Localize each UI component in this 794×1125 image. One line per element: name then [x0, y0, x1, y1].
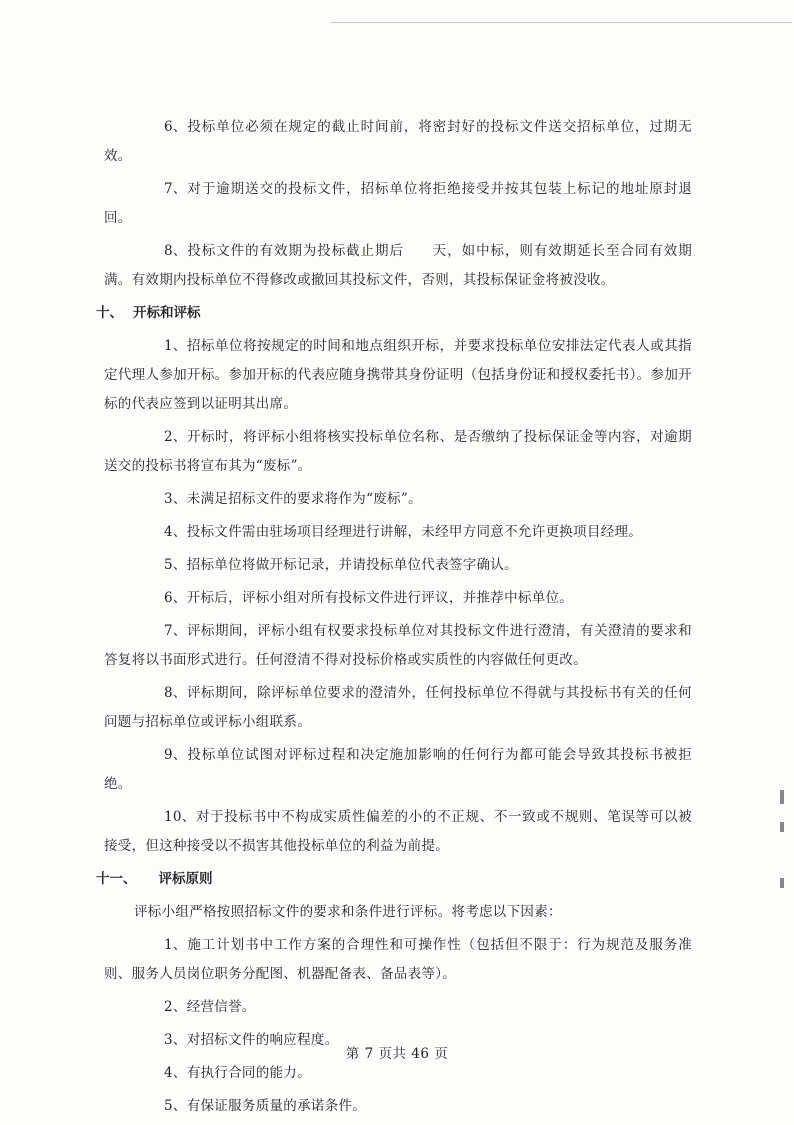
item-text: 经营信誉。 [186, 999, 256, 1015]
scan-edge-mark [780, 878, 784, 888]
item-text: 评标期间，除评标单位要求的澄清外，任何投标单位不得就与其投标书有关的任何问题与招标单位或评标小组联系。 [104, 685, 692, 730]
item-text: 投标单位试图对评标过程和决定施加影响的任何行为都可能会导致其投标书被拒绝。 [104, 747, 692, 792]
item-text: 有保证服务质量的承诺条件。 [186, 1098, 367, 1114]
list-item [104, 551, 692, 580]
scan-top-rule [330, 22, 792, 23]
item-number: 8、 [164, 685, 187, 701]
item-text: 投标文件的有效期为投标截止期后 天，如中标，则有效期延长至合同有效期满。有效期内投标单位不得修改或撤回其投标文件，否则，其投标保证金将被没收。 [104, 243, 692, 288]
item-text: 未满足招标文件的要求将作为“废标”。 [186, 491, 422, 507]
list-item [104, 617, 692, 675]
list-item [104, 679, 692, 737]
list-item [104, 332, 692, 419]
list-item [104, 175, 692, 233]
section-title: 评标原则 [158, 871, 213, 887]
item-text: 投标文件需由驻场项目经理进行讲解，未经甲方同意不允许更换项目经理。 [186, 524, 643, 540]
list-item [104, 423, 692, 481]
item-text: 对于逾期送交的投标文件，招标单位将拒绝接受并按其包装上标记的地址原封退回。 [104, 181, 692, 226]
item-number: 4、 [164, 1065, 187, 1081]
item-text: 对于投标书中不构成实质性偏差的小的不正规、不一致或不规则、笔误等可以被接受，但这种接受以不损害其他投标单位的利益为前提。 [104, 809, 692, 854]
list-item [104, 741, 692, 799]
intro-text: 评标小组严格按照招标文件的要求和条件进行评标。将考虑以下因素： [134, 904, 562, 920]
list-item [104, 584, 692, 613]
item-text: 开标后，评标小组对所有投标文件进行评议，并推荐中标单位。 [186, 590, 574, 606]
item-number: 2、 [164, 999, 187, 1015]
scan-edge-mark [780, 790, 784, 804]
item-text: 开标时，将评标小组将核实投标单位名称、是否缴纳了投标保证金等内容，对逾期送交的投标书将宣布其为“废标”。 [104, 429, 692, 474]
section-heading [96, 865, 692, 894]
list-item [104, 993, 692, 1022]
list-item [104, 1092, 692, 1121]
scan-edge-mark [780, 822, 784, 832]
item-text: 评标期间，评标小组有权要求投标单位对其投标文件进行澄清，有关澄清的要求和答复将以书面形式进行。任何澄清不得对投标价格或实质性的内容做任何更改。 [104, 623, 692, 668]
section-number: 十、 [96, 305, 123, 321]
item-text: 对招标文件的响应程度。 [186, 1032, 339, 1048]
list-item [104, 518, 692, 547]
item-number: 9、 [164, 747, 187, 763]
section-heading [96, 299, 692, 328]
section-intro [104, 898, 692, 927]
list-item [104, 931, 692, 989]
section-title: 开标和评标 [133, 305, 201, 321]
list-item [104, 113, 692, 171]
item-number: 4、 [164, 524, 187, 540]
item-number: 6、 [164, 590, 187, 606]
item-number: 7、 [164, 623, 187, 639]
item-number: 3、 [164, 1032, 187, 1048]
list-item [104, 485, 692, 514]
page-body [96, 113, 692, 1125]
item-number: 2、 [164, 429, 187, 445]
item-text: 有执行合同的能力。 [186, 1065, 311, 1081]
item-text: 招标单位将做开标记录，并请投标单位代表签字确认。 [186, 557, 518, 573]
item-number: 5、 [164, 557, 187, 573]
item-number: 1、 [164, 338, 187, 354]
item-number: 1、 [164, 937, 187, 953]
item-text: 投标单位必须在规定的截止时间前，将密封好的投标文件送交招标单位，过期无效。 [104, 119, 692, 164]
section-number: 十一、 [96, 871, 137, 887]
item-number: 7、 [164, 181, 187, 197]
item-number: 5、 [164, 1098, 187, 1114]
item-number: 3、 [164, 491, 187, 507]
item-text: 施工计划书中工作方案的合理性和可操作性（包括但不限于：行为规范及服务准则、服务人员岗位职务分配图、机器配备表、备品表等）。 [104, 937, 692, 982]
list-item [104, 803, 692, 861]
item-text: 招标单位将按规定的时间和地点组织开标，并要求投标单位安排法定代表人或其指定代理人参加开标。参加开标的代表应随身携带其身份证明（包括身份证和授权委托书）。参加开标的代表应签到以证明其出席。 [104, 338, 692, 412]
item-number: 10、 [164, 809, 196, 825]
item-number: 6、 [164, 119, 187, 135]
list-item [104, 1059, 692, 1088]
item-number: 8、 [164, 243, 187, 259]
page-footer: 第 7 页共 46 页 [345, 1046, 449, 1062]
list-item [104, 237, 692, 295]
